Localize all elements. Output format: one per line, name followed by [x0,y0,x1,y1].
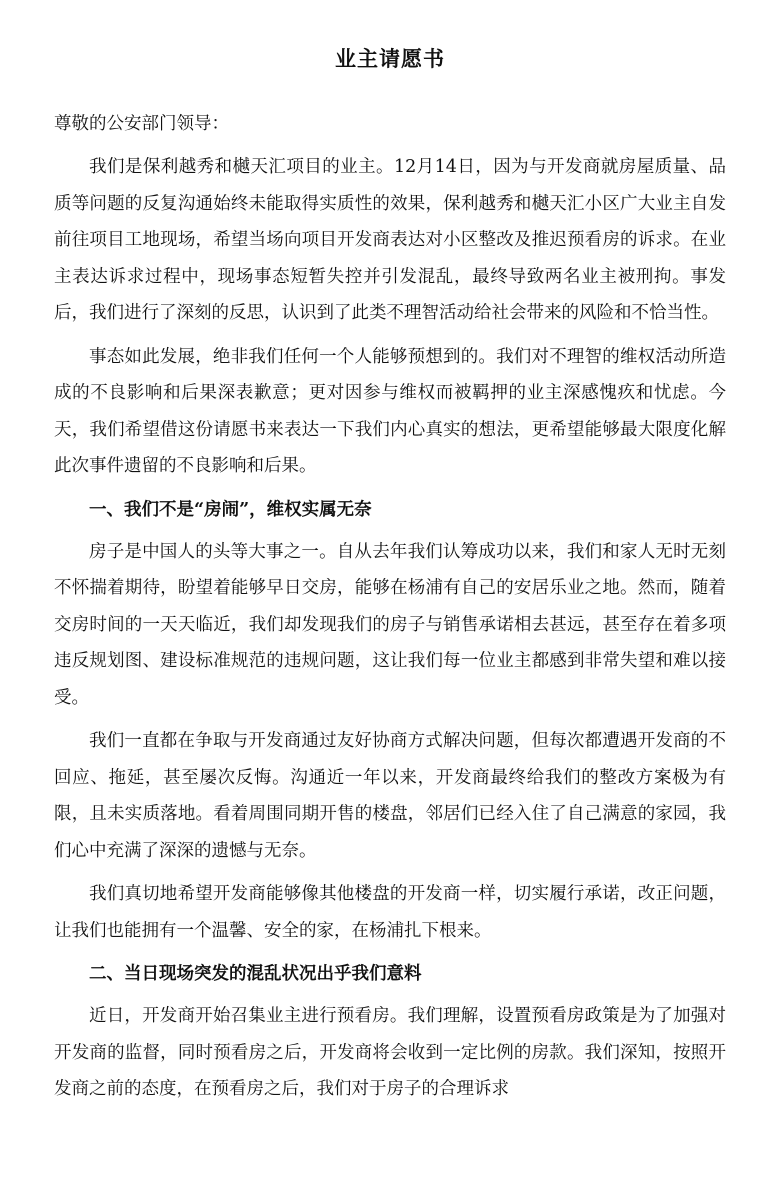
section-heading-2: 二、当日现场突发的混乱状况出乎我们意料 [89,964,422,984]
salutation: 尊敬的公安部门领导： [54,114,229,134]
section1-paragraph-1: 房子是中国人的头等大事之一。自从去年我们认筹成功以来，我们和家人无时无刻不怀揣着期待，盼望着能够早日交房，能够在杨浦有自己的安居乐业之地。然而，随着交房时间的一天天临近，我们却发现我们的房子与销售承诺相去甚远，甚至存在着多项违反规划图、建设标准规范的违规问题，这让我们每一位业主都感到非常失望和难以接受。 [54,541,726,708]
section-heading-1: 一、我们不是“房闹”，维权实属无奈 [89,499,372,520]
paragraph-intro-1: 我们是保利越秀和樾天汇项目的业主。12月14日，因为与开发商就房屋质量、品质等问题的反复沟通始终未能取得实质性的效果，保利越秀和樾天汇小区广大业主自发前往项目工地现场，希望当场向项目开发商表达对小区整改及推迟预看房的诉求。在业主表达诉求过程中，现场事态短暂失控并引发混乱，最终导致两名业主被刑拘。事发后，我们进行了深刻的反思，认识到了此类不理智活动给社会带来的风险和不恰当性。 [54,157,726,323]
section2-paragraph-1: 近日，开发商开始召集业主进行预看房。我们理解，设置预看房政策是为了加强对开发商的监督，同时预看房之后，开发商将会收到一定比例的房款。我们深知，按照开发商之前的态度，在预看房之后，我们对于房子的合理诉求 [54,1006,726,1099]
paragraph-intro-2: 事态如此发展，绝非我们任何一个人能够预想到的。我们对不理智的维权活动所造成的不良影响和后果深表歉意；更对因参与维权而被羁押的业主深感愧疚和忧虑。今天，我们希望借这份请愿书来表达一下我们内心真实的想法，更希望能够最大限度化解此次事件遗留的不良影响和后果。 [54,346,726,476]
section1-paragraph-2: 我们一直都在争取与开发商通过友好协商方式解决问题，但每次都遭遇开发商的不回应、拖延，甚至屡次反悔。沟通近一年以来，开发商最终给我们的整改方案极为有限，且未实质落地。看着周围同期开售的楼盘，邻居们已经入住了自己满意的家园，我们心中充满了深深的遗憾与无奈。 [54,731,726,861]
document-title: 业主请愿书 [335,46,445,71]
section1-paragraph-3: 我们真切地希望开发商能够像其他楼盘的开发商一样，切实履行承诺，改正问题，让我们也能拥有一个温馨、安全的家，在杨浦扎下根来。 [54,884,726,941]
